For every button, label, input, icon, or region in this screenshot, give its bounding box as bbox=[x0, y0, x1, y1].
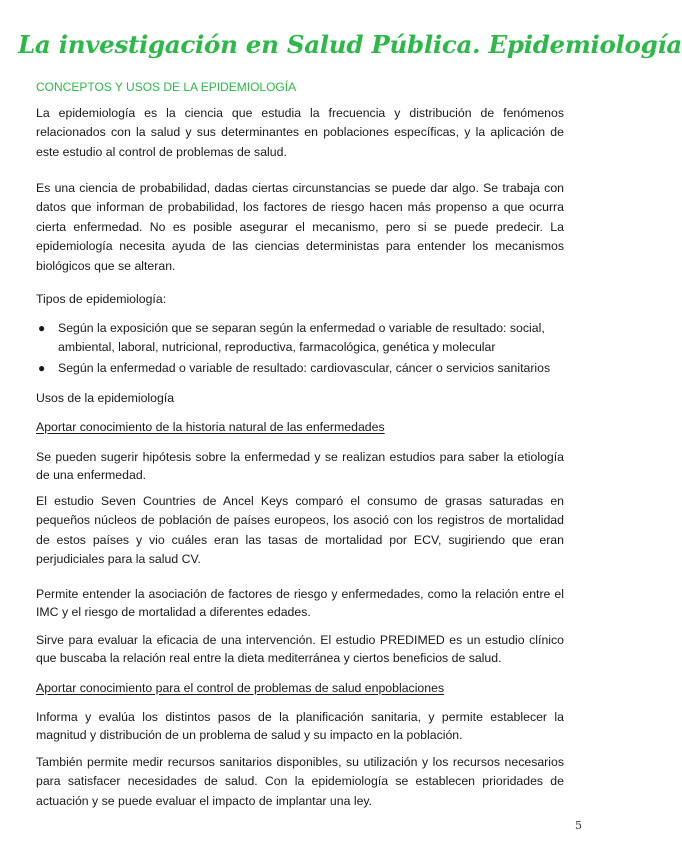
paragraph-planning: Informa y evalúa los distintos pasos de la planificación sanitaria, y permite establecer la magnitud y distribución de un problema de salud y su impacto en la población. bbox=[36, 710, 564, 742]
subheading-natural-history: Aportar conocimiento de la historia natural de las enfermedades bbox=[36, 420, 385, 434]
page-title: La investigación en Salud Pública. Epidemiología bbox=[18, 30, 682, 59]
paragraph-hypothesis: Se pueden sugerir hipótesis sobre la enfermedad y se realizan estudios para saber la etiología de una enfermedad. bbox=[36, 450, 564, 482]
paragraph-resources: También permite medir recursos sanitarios disponibles, su utilización y los recursos necesarios para satisfacer necesidades de salud. Con la epidemiología se establecen prioridades de actuación y se puede evaluar el impacto de implantar una ley. bbox=[36, 755, 564, 808]
section-title: CONCEPTOS Y USOS DE LA EPIDEMIOLOGÍA bbox=[36, 80, 297, 94]
page-number: 5 bbox=[575, 819, 582, 832]
list-item bbox=[36, 359, 576, 378]
paragraph-probability: Es una ciencia de probabilidad, dadas ciertas circunstancias se puede dar algo. Se trabaja con datos que informan de probabilidad, los factores de riesgo hacen más propenso a que ocurra cierta enfermedad. No es posible asegurar el mecanismo, pero si se puede predecir. La epidemiología necesita ayuda de las ciencias deterministas para entender los mecanismos biológicos que se alteran. bbox=[36, 181, 564, 273]
types-list bbox=[36, 319, 576, 379]
paragraph-predimed: Sirve para evaluar la eficacia de una intervención. El estudio PREDIMED es un estudio clínico que buscaba la relación real entre la dieta mediterránea y ciertos beneficios de salud. bbox=[36, 633, 564, 665]
bullet-icon: ● bbox=[38, 321, 46, 335]
list-item-text: Según la exposición que se separan según la enfermedad o variable de resultado: social, ambiental, laboral, nutricional, reproductiva, farmacológica, genética y molecular bbox=[58, 321, 545, 355]
list-item-text: Según la enfermedad o variable de resultado: cardiovascular, cáncer o servicios sanitarios bbox=[58, 360, 551, 375]
paragraph-definition: La epidemiología es la ciencia que estudia la frecuencia y distribución de fenómenos relacionados con la salud y sus determinantes en poblaciones específicas, y la aplicación de este estudio al control de problemas de salud. bbox=[36, 106, 564, 159]
uses-label: Usos de la epidemiología bbox=[36, 391, 175, 405]
bullet-icon: ● bbox=[38, 360, 46, 375]
list-item bbox=[36, 319, 576, 358]
types-label: Tipos de epidemiología: bbox=[36, 292, 167, 306]
paragraph-seven-countries: El estudio Seven Countries de Ancel Keys comparó el consumo de grasas saturadas en pequeños núcleos de población de países europeos, los asoció con los registros de mortalidad de estos países y vio cuáles eran las tasas de mortalidad por ECV, sugiriendo que eran perjudiciales para la salud CV. bbox=[36, 494, 564, 567]
subheading-health-control: Aportar conocimiento para el control de problemas de salud enpoblaciones bbox=[36, 681, 445, 695]
paragraph-risk-factors: Permite entender la asociación de factores de riesgo y enfermedades, como la relación entre el IMC y el riesgo de mortalidad a diferentes edades. bbox=[36, 587, 564, 619]
